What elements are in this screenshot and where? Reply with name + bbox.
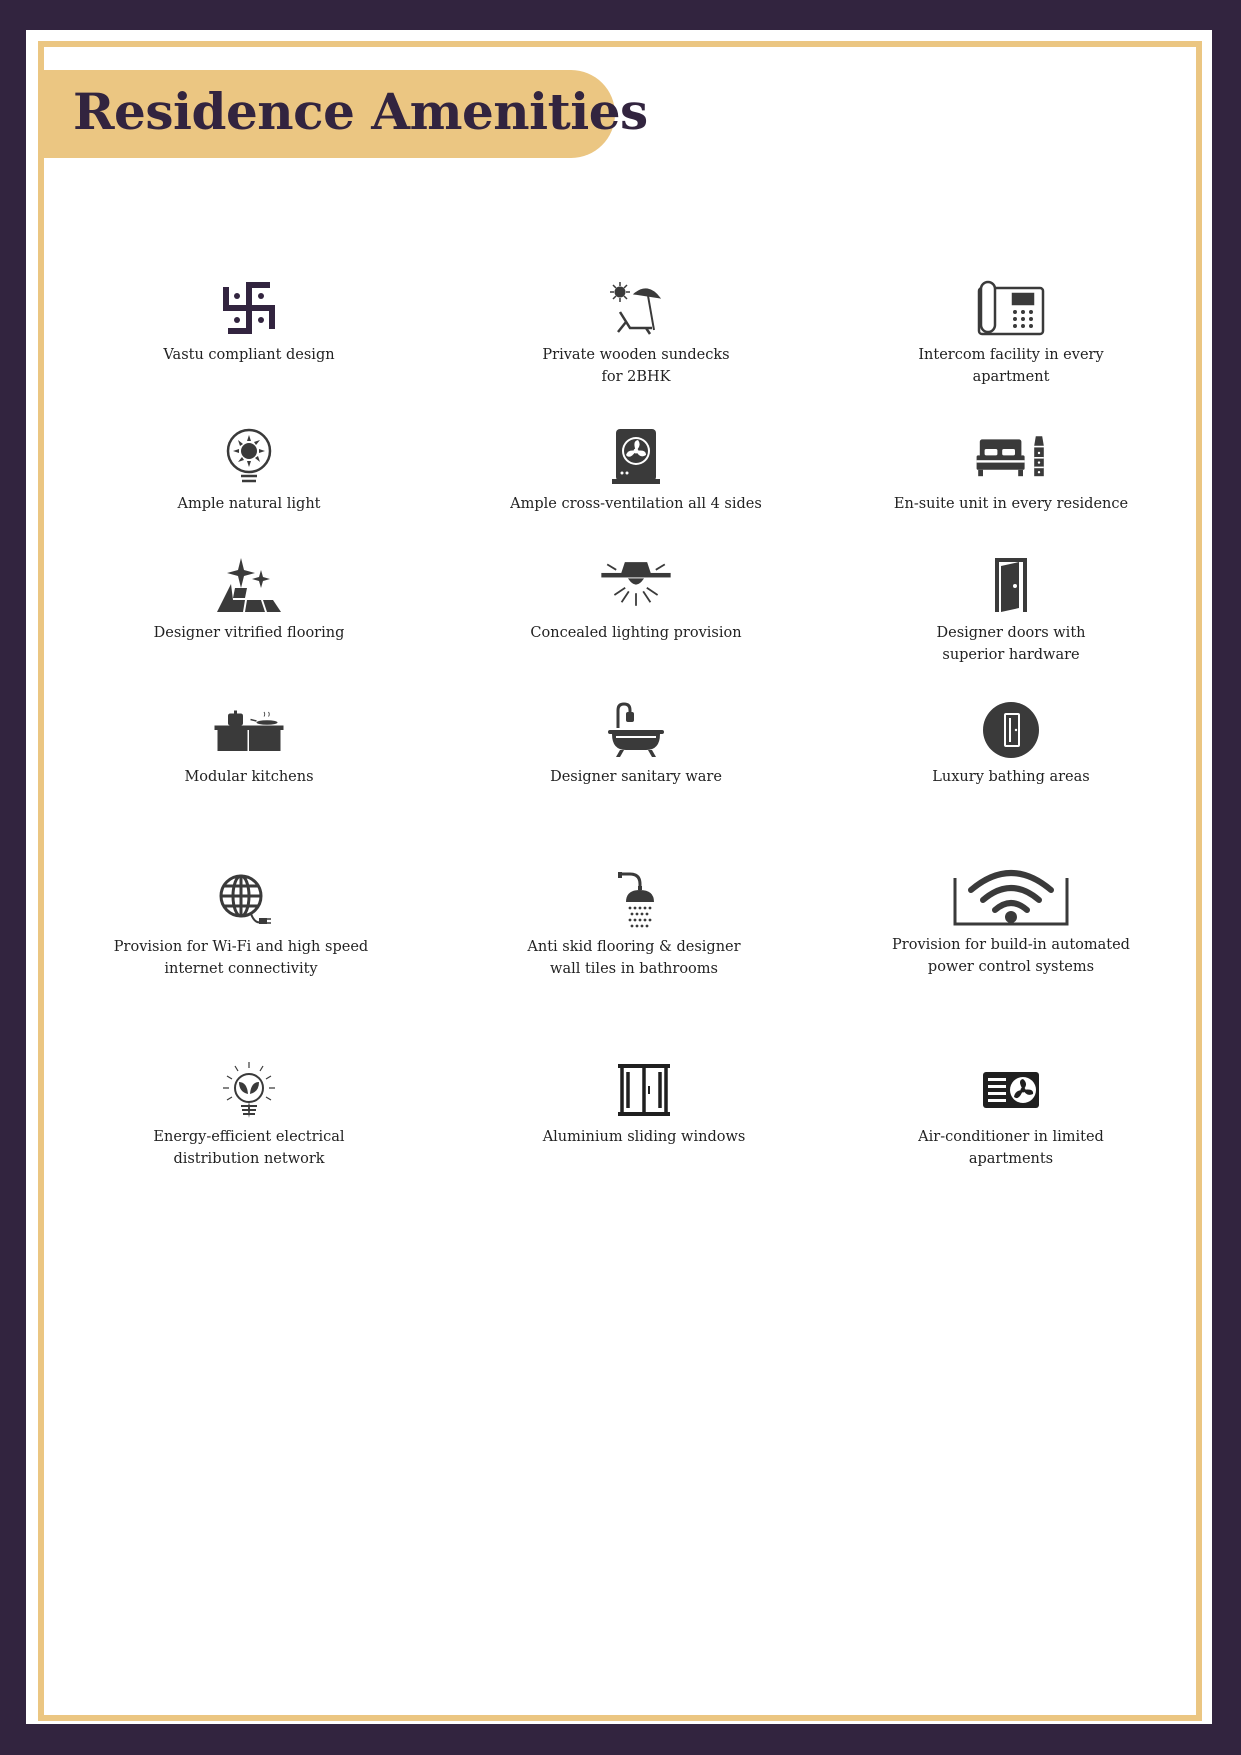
globe-plug-icon xyxy=(205,870,277,930)
amenity-label: Provision for Wi-Fi and high speed internet connectivity xyxy=(113,939,369,977)
amenity-label: Provision for build-in automated power control systems xyxy=(892,937,1130,975)
amenity-label: Aluminium sliding windows xyxy=(542,1129,746,1145)
bathroom-door-circle-icon xyxy=(975,700,1047,760)
amenity-vastu xyxy=(89,278,409,366)
amenity-label: Air-conditioner in limited apartments xyxy=(918,1129,1104,1167)
page-sheet xyxy=(26,30,1212,1724)
ventilation-fan-icon xyxy=(600,427,672,487)
amenity-natural-light xyxy=(89,427,409,515)
door-icon xyxy=(975,556,1047,616)
swastika-icon xyxy=(213,278,285,338)
amenity-label: Modular kitchens xyxy=(184,769,314,785)
amenity-en-suite xyxy=(851,427,1171,515)
beach-chair-umbrella-icon xyxy=(600,278,672,338)
amenity-bathing xyxy=(851,700,1171,788)
amenity-wifi-internet xyxy=(81,870,401,980)
amenity-label: Private wooden sundecks for 2BHK xyxy=(542,347,730,385)
amenity-doors xyxy=(851,556,1171,666)
eco-bulb-icon xyxy=(213,1060,285,1120)
amenity-label: Designer sanitary ware xyxy=(550,769,722,785)
amenity-label: Vastu compliant design xyxy=(163,347,335,363)
sparkling-floor-tiles-icon xyxy=(213,556,285,616)
amenity-label: Anti skid flooring & designer wall tiles in bathrooms xyxy=(527,939,741,977)
amenity-label: En-suite unit in every residence xyxy=(893,496,1129,512)
wifi-signal-icon xyxy=(951,864,1071,928)
title-band xyxy=(43,70,648,158)
amenity-kitchen xyxy=(89,700,409,788)
amenity-intercom xyxy=(851,278,1171,388)
amenity-energy-efficient xyxy=(89,1060,409,1170)
amenity-sliding-windows xyxy=(484,1060,804,1148)
amenity-label: Designer vitrified flooring xyxy=(153,625,345,641)
shower-head-icon xyxy=(598,870,670,930)
ceiling-light-icon xyxy=(600,556,672,616)
bathtub-icon xyxy=(600,700,672,760)
intercom-phone-icon xyxy=(975,278,1047,338)
bed-icon xyxy=(975,427,1047,487)
page-title: Residence Amenities xyxy=(73,82,648,141)
amenity-air-conditioner xyxy=(851,1060,1171,1170)
amenity-sanitary xyxy=(476,700,796,788)
amenity-anti-skid xyxy=(474,870,794,980)
amenity-label: Luxury bathing areas xyxy=(932,769,1090,785)
natural-light-bulb-icon xyxy=(213,427,285,487)
amenity-sundecks xyxy=(476,278,796,388)
amenity-ventilation xyxy=(476,427,796,515)
amenity-label: Ample natural light xyxy=(177,496,321,512)
amenity-power-control xyxy=(851,864,1171,978)
amenity-label: Energy-efficient electrical distribution network xyxy=(153,1129,345,1167)
amenity-label: Concealed lighting provision xyxy=(530,625,742,641)
amenity-lighting xyxy=(476,556,796,644)
amenity-flooring xyxy=(89,556,409,644)
amenity-label: Ample cross-ventilation all 4 sides xyxy=(510,496,762,512)
air-conditioner-icon xyxy=(975,1060,1047,1120)
sliding-window-icon xyxy=(608,1060,680,1120)
amenity-label: Intercom facility in every apartment xyxy=(918,347,1104,385)
kitchen-counter-icon xyxy=(213,700,285,760)
amenity-label: Designer doors with superior hardware xyxy=(936,625,1086,663)
